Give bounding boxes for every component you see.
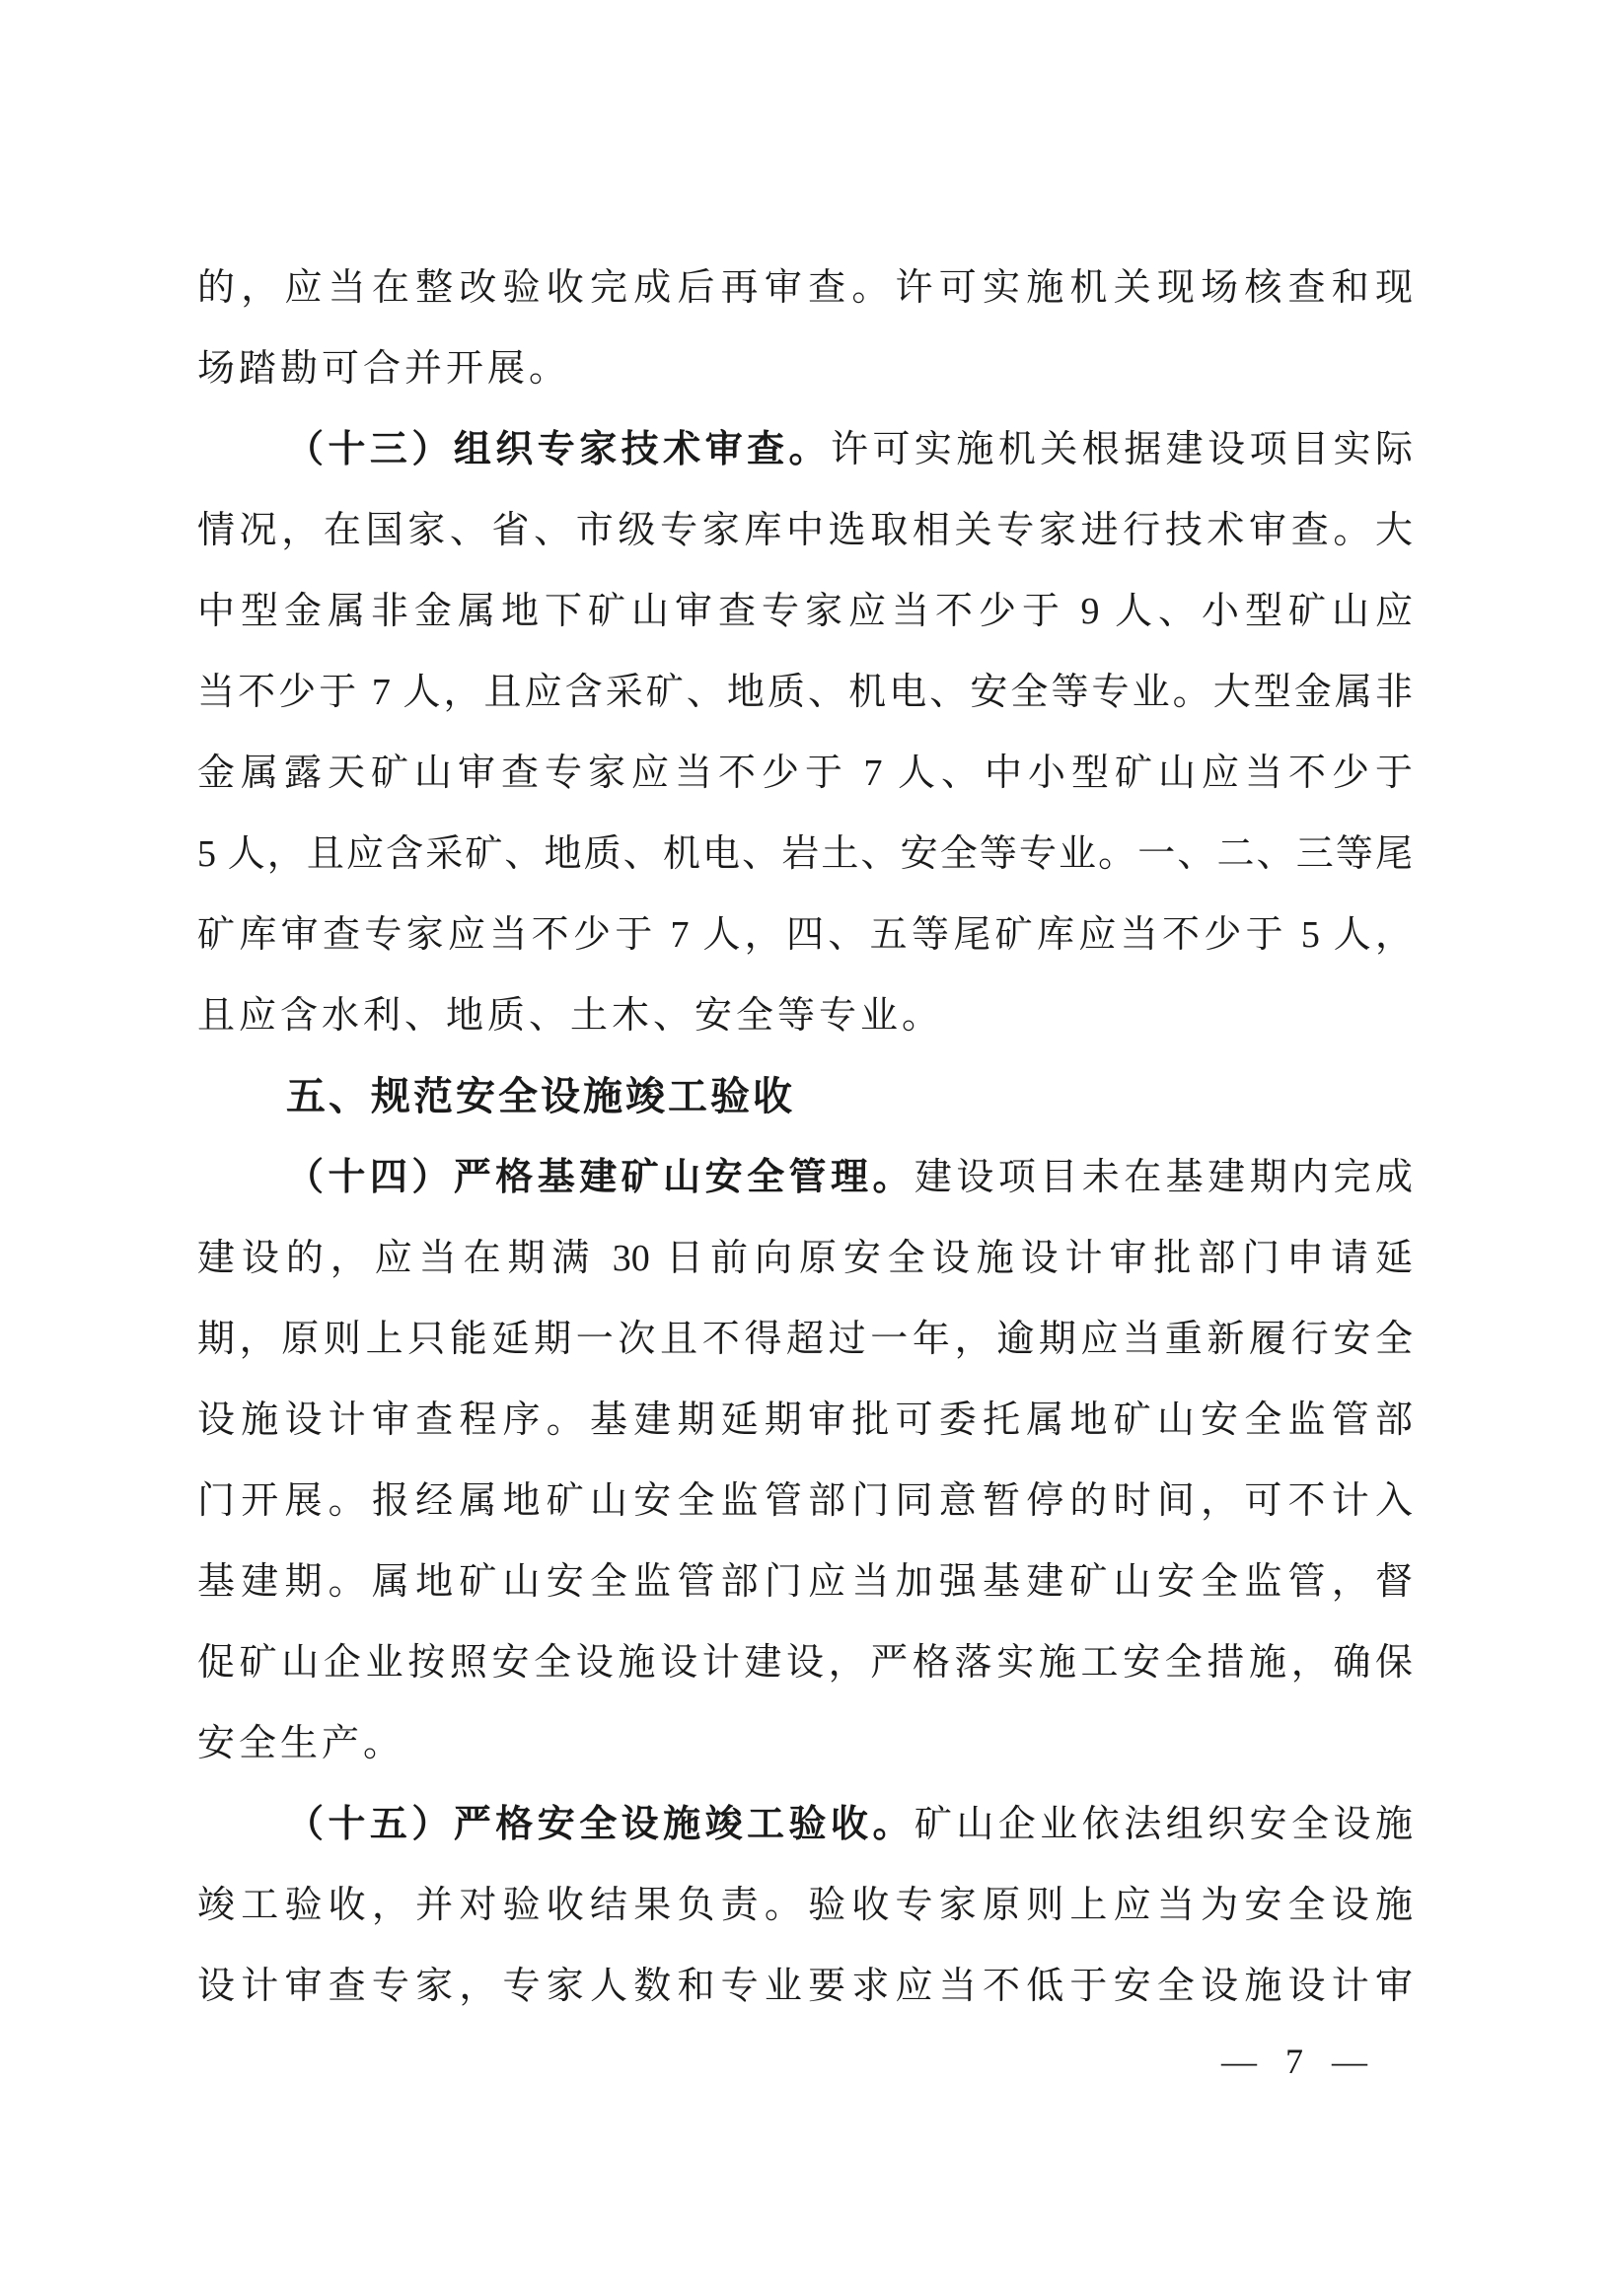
text-segment: 期，原则上只能延期一次且不得超过一年，逾期应当重新履行安全: [197, 1319, 1413, 1360]
text-line: [197, 490, 1413, 571]
text-line: [197, 814, 1413, 895]
text-line: [197, 975, 1413, 1056]
text-line: [197, 1542, 1413, 1622]
text-line: [197, 1946, 1413, 2027]
text-segment: 建设项目未在基建期内完成: [914, 1157, 1413, 1198]
text-line: [197, 248, 1413, 328]
text-line: [197, 1703, 1413, 1784]
section-heading: [197, 1056, 1413, 1137]
text-line: [197, 652, 1413, 733]
text-line: [197, 1218, 1413, 1299]
text-line: [197, 571, 1413, 652]
text-segment: 基建期。属地矿山安全监管部门应当加强基建矿山安全监管，督: [197, 1561, 1413, 1603]
text-segment: 情况，在国家、省、市级专家库中选取相关专家进行技术审查。大: [197, 510, 1413, 551]
document-body: [197, 248, 1413, 2027]
text-segment: 安全生产。: [197, 1723, 405, 1764]
text-segment: 竣工验收，并对验收结果负责。验收专家原则上应当为安全设施: [197, 1885, 1413, 1926]
text-segment: 中型金属非金属地下矿山审查专家应当不少于 9 人、小型矿山应: [197, 591, 1413, 632]
text-line: [197, 1865, 1413, 1946]
text-segment: 5 人，且应含采矿、地质、机电、岩土、安全等专业。一、二、三等尾: [197, 833, 1413, 875]
text-line: [197, 895, 1413, 975]
text-segment: 许可实施机关根据建设项目实际: [831, 429, 1413, 470]
paragraph-label: （十三）组织专家技术审查。: [286, 429, 831, 470]
text-line: [197, 328, 1413, 409]
text-segment: 且应含水利、地质、土木、安全等专业。: [197, 995, 944, 1037]
text-line: [197, 1137, 1413, 1218]
text-line: [197, 733, 1413, 814]
text-segment: 门开展。报经属地矿山安全监管部门同意暂停的时间，可不计入: [197, 1480, 1413, 1522]
page-number: — 7 —: [1221, 2042, 1367, 2081]
text-line: [197, 409, 1413, 490]
text-segment: 五、规范安全设施竣工验收: [286, 1075, 795, 1118]
text-segment: 设施设计审查程序。基建期延期审批可委托属地矿山安全监管部: [197, 1399, 1413, 1441]
text-line: [197, 1380, 1413, 1461]
text-segment: 促矿山企业按照安全设施设计建设，严格落实施工安全措施，确保: [197, 1642, 1413, 1684]
text-line: [197, 1299, 1413, 1380]
text-segment: 建设的，应当在期满 30 日前向原安全设施设计审批部门申请延: [197, 1238, 1413, 1279]
text-segment: 矿山企业依法组织安全设施: [914, 1804, 1413, 1845]
text-segment: 的，应当在整改验收完成后再审查。许可实施机关现场核查和现: [197, 267, 1413, 309]
paragraph-label: （十五）严格安全设施竣工验收。: [286, 1804, 914, 1845]
text-line: [197, 1461, 1413, 1542]
text-segment: 矿库审查专家应当不少于 7 人，四、五等尾矿库应当不少于 5 人，: [197, 914, 1413, 956]
text-segment: 场踏勘可合并开展。: [197, 348, 571, 390]
text-segment: 设计审查专家，专家人数和专业要求应当不低于安全设施设计审: [197, 1966, 1413, 2007]
text-line: [197, 1622, 1413, 1703]
text-line: [197, 1784, 1413, 1865]
paragraph-label: （十四）严格基建矿山安全管理。: [286, 1157, 914, 1198]
text-segment: 金属露天矿山审查专家应当不少于 7 人、中小型矿山应当不少于: [197, 753, 1413, 794]
text-segment: 当不少于 7 人，且应含采矿、地质、机电、安全等专业。大型金属非: [197, 672, 1413, 713]
